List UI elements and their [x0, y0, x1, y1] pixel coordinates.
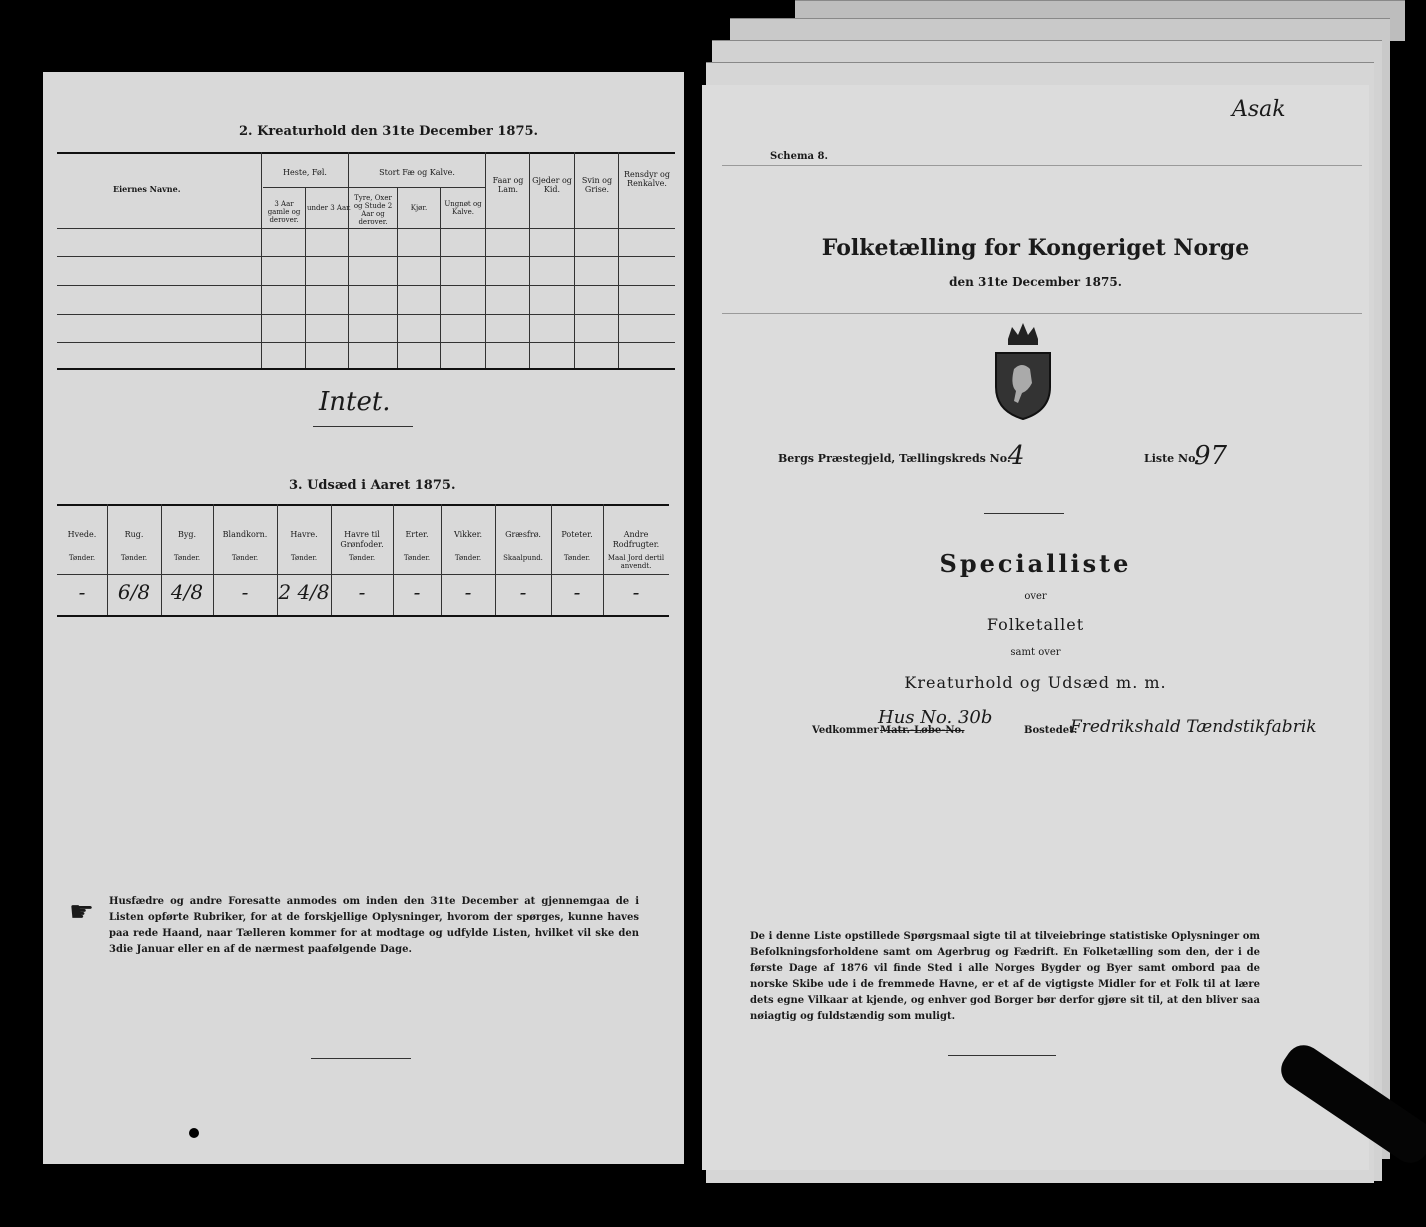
- udsaed-col-unit: Tønder.: [231, 554, 259, 562]
- col-owner-header: Eiernes Navne.: [113, 184, 181, 194]
- udsaed-col-unit: Tønder.: [68, 554, 96, 562]
- folketallet-label: Folketallet: [986, 615, 1085, 634]
- table-rule: [57, 615, 669, 617]
- table-rule: [57, 368, 675, 370]
- divider: [313, 426, 413, 427]
- udsaed-col-unit: Tønder.: [563, 554, 591, 562]
- table-rule: [57, 228, 675, 229]
- udsaed-value: -: [358, 580, 366, 604]
- col-heste-b: under 3 Aar.: [307, 204, 351, 212]
- kreaturhold-label: Kreaturhold og Udsæd m. m.: [904, 673, 1167, 692]
- table-col-rule: [261, 152, 262, 368]
- col-gjeder: Gjeder og Kid.: [532, 176, 572, 194]
- udsaed-col-unit: Tønder.: [173, 554, 201, 562]
- info-paragraph: De i denne Liste opstillede Spørgsmaal sigte til at tilveiebringe statistiske Oplysninger om Befolkningsforholdene samt om Agerbrug og Fædrift. En Folketælling som den, der i de første Dage af 1876 vil finde Sted i alle Norges Bygder og Byer samt ombord paa de norske Skibe ude i de fremmede Havne, er et af de vigtigste Midler for et Folk til at lære dets egne Vilkaar at kjende, og enhver god Borger bør derfor gjøre sit til, at den bliver saa nøiagtig og fuldstændig som muligt.: [750, 931, 1260, 1022]
- samt-over-label: samt over: [1010, 647, 1061, 658]
- udsaed-value: -: [241, 580, 249, 604]
- main-title: Folketælling for Kongeriget Norge: [821, 235, 1250, 261]
- col-faar: Faar og Lam.: [492, 176, 524, 194]
- udsaed-col-name: Rug.: [124, 530, 144, 539]
- udsaed-value: -: [78, 580, 86, 604]
- table-rule: [57, 314, 675, 315]
- table-col-rule: [529, 152, 530, 368]
- ghost-rule: [722, 313, 1362, 314]
- table-rule: [57, 504, 669, 506]
- ink-dot: [189, 1128, 199, 1138]
- col-stort-c: Ungnøt og Kalve.: [444, 200, 482, 216]
- notice-paragraph: Husfædre og andre Foresatte anmodes om inden den 31te December at gjennemgaa de i Listen opførte Rubriker, for at de forskjellige Oplysninger, hvorom der spørges, kunne haves paa rede Haand, naar Tælleren kommer for at modtage og udfylde Listen, hvilket vil ske den 3die Januar eller en af de nærmest paafølgende Dage.: [109, 896, 639, 955]
- section3-title: 3. Udsæd i Aaret 1875.: [289, 478, 456, 493]
- table-col-rule: [485, 152, 486, 368]
- divider: [984, 513, 1064, 514]
- col-heste-header: Heste, Føl.: [283, 168, 327, 177]
- table-rule: [57, 342, 675, 343]
- udsaed-value: -: [632, 580, 640, 604]
- col-rensdyr: Rensdyr og Renkalve.: [624, 170, 670, 188]
- table-col-rule: [618, 152, 619, 368]
- udsaed-col-name: Havre til Grønfoder.: [340, 530, 384, 549]
- udsaed-col-name: Havre.: [290, 530, 318, 539]
- udsaed-col-name: Poteter.: [561, 530, 593, 539]
- col-stort-b: Kjør.: [410, 204, 428, 212]
- table-rule: [57, 152, 675, 154]
- udsaed-value: -: [413, 580, 421, 604]
- pointing-hand-icon: ☛: [69, 895, 95, 928]
- col-heste-a: 3 Aar gamle og derover.: [267, 200, 301, 224]
- udsaed-col-name: Vikker.: [453, 530, 483, 539]
- table-col-rule: [397, 187, 398, 368]
- udsaed-col-unit: Tønder.: [290, 554, 318, 562]
- udsaed-col-name: Andre Rodfrugter.: [612, 530, 660, 549]
- table-rule: [57, 285, 675, 286]
- udsaed-col-unit: Skaalpund.: [503, 554, 543, 562]
- schema-label: Schema 8.: [770, 151, 828, 162]
- bostedet-handwritten: Fredrikshald Tændstikfabrik: [1070, 717, 1317, 737]
- col-svin: Svin og Grise.: [581, 176, 613, 194]
- right-page: [702, 85, 1369, 1170]
- udsaed-col-name: Græsfrø.: [505, 530, 541, 539]
- col-stort-a: Tyre, Oxer og Stude 2 Aar og derover.: [353, 194, 393, 226]
- matr-label: Matr.-Løbe-No.: [880, 725, 965, 736]
- kreds-no: 4: [1008, 441, 1025, 471]
- liste-no: 97: [1194, 441, 1228, 471]
- table-rule: [263, 187, 485, 188]
- udsaed-value: 2 4/8: [278, 580, 330, 604]
- handwritten-intet: Intet.: [319, 387, 391, 417]
- udsaed-value: 4/8: [170, 580, 204, 604]
- over-label: over: [1024, 591, 1047, 602]
- prestegjeld-label: Bergs Præstegjeld, Tællingskreds No.: [778, 452, 1011, 465]
- ghost-rule: [722, 165, 1362, 166]
- udsaed-col-unit: Tønder.: [348, 554, 376, 562]
- vedkommer-label: Vedkommer: [812, 725, 879, 736]
- udsaed-col-name: Byg.: [177, 530, 197, 539]
- table-rule: [57, 256, 675, 257]
- table-col-rule: [440, 187, 441, 368]
- table-col-rule: [348, 152, 349, 368]
- matr-handwritten: Hus No. 30b: [878, 707, 993, 728]
- udsaed-value: -: [464, 580, 472, 604]
- section2-title: 2. Kreaturhold den 31te December 1875.: [239, 124, 539, 139]
- divider: [948, 1055, 1056, 1056]
- main-subtitle: den 31te December 1875.: [949, 275, 1122, 289]
- liste-label: Liste No.: [1144, 452, 1200, 465]
- udsaed-value: -: [519, 580, 527, 604]
- left-page: [43, 72, 684, 1164]
- udsaed-col-name: Blandkorn.: [222, 530, 268, 539]
- speciallist-title: Specialliste: [939, 549, 1132, 578]
- table-rule: [57, 574, 669, 575]
- col-stort-header: Stort Fæ og Kalve.: [379, 168, 455, 177]
- udsaed-value: 6/8: [117, 580, 151, 604]
- coat-of-arms-icon: [992, 321, 1054, 421]
- udsaed-value: -: [573, 580, 581, 604]
- udsaed-col-name: Erter.: [405, 530, 429, 539]
- divider: [311, 1058, 411, 1059]
- table-col-rule: [574, 152, 575, 368]
- udsaed-col-unit: Maal Jord dertil anvendt.: [607, 554, 665, 570]
- udsaed-col-unit: Tønder.: [120, 554, 148, 562]
- udsaed-col-unit: Tønder.: [403, 554, 431, 562]
- bostedet-label: Bostedet:: [1024, 725, 1078, 736]
- corner-note: Asak: [1232, 97, 1286, 122]
- table-col-rule: [305, 187, 306, 368]
- udsaed-col-unit: Tønder.: [454, 554, 482, 562]
- udsaed-col-name: Hvede.: [67, 530, 97, 539]
